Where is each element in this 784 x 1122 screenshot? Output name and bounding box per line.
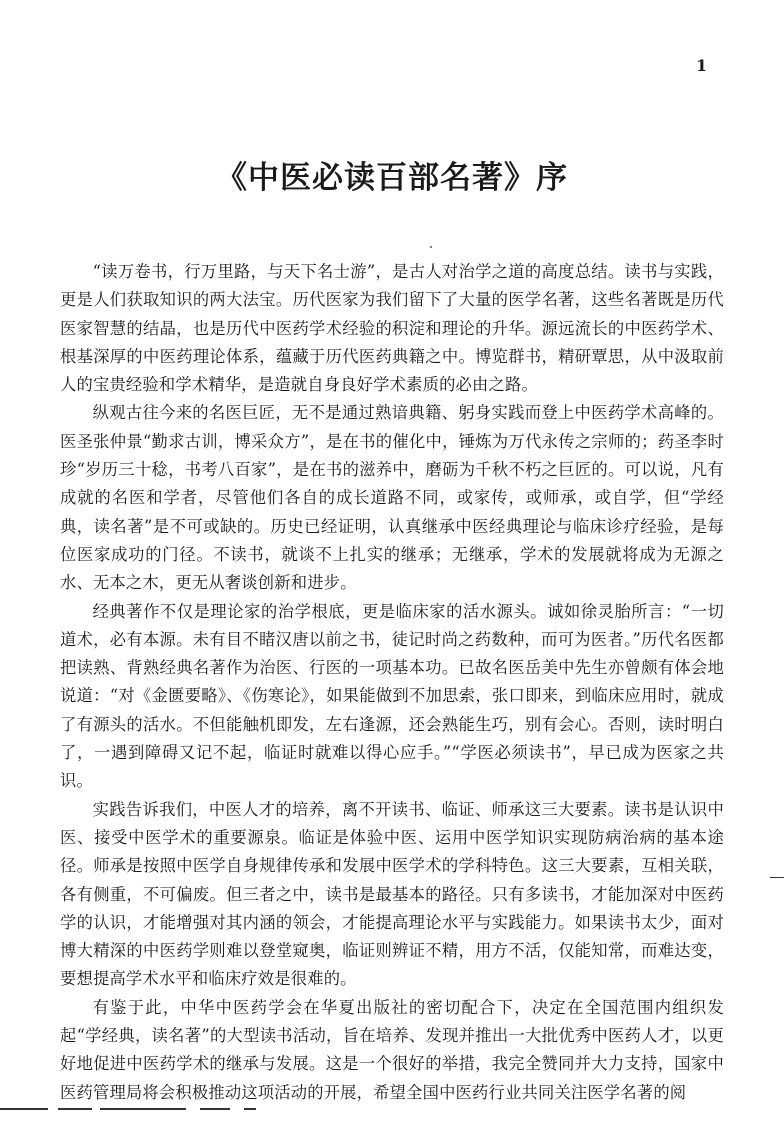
paragraph-4: 实践告诉我们，中医人才的培养，离不开读书、临证、师承这三大要素。读书是认识中医、接受中医学术的重要源泉。临证是体验中医、运用中医学知识实现防病治病的基本途径。师承是按照中医学自身规律传承和发展中医学术的学科特色。这三大要素，互相关联，各有侧重，不可偏废。但三者之中，读书是最基本的路径。只有多读书，才能加深对中医药学的认识，才能增强对其内涵的领会，才能提高理论水平与实践能力。如果读书太少，面对博大精深的中医药学则难以登堂窥奥，临证则辨证不精，用方不活，仅能知常，而难达变，要想提高学术水平和临床疗效是很难的。 (60, 799, 724, 989)
page-number: 1 (696, 56, 708, 75)
preface-body (60, 258, 724, 1107)
margin-mark (770, 877, 784, 878)
paragraph-2: 纵观古往今来的名医巨匠，无不是通过熟谙典籍、躬身实践而登上中医药学术高峰的。医圣张仲景“勤求古训，博采众方”，是在书的催化中，锤炼为万代永传之宗师的；药圣李时珍“岁历三十稔，书考八百家”，是在书的滋养中，磨砺为千秋不朽之巨匠的。可以说，凡有成就的名医和学者，尽管他们各自的成长道路不同，或家传，或师承，或自学，但“学经典，读名著”是不可或缺的。历史已经证明，认真继承中医经典理论与临床诊疗经验，是每位医家成功的门径。不读书，就谈不上扎实的继承；无继承，学术的发展就将成为无源之水、无本之木，更无从奢谈创新和进步。 (60, 403, 724, 593)
preface-title: 《中医必读百部名著》序 (216, 160, 568, 196)
paragraph-3: 经典著作不仅是理论家的治学根底，更是临床家的活水源头。诚如徐灵胎所言：“一切道术，必有本源。未有目不睹汉唐以前之书，徒记时尚之药数种，而可为医者。”历代名医都把读熟、背熟经典名著作为治医、行医的一项基本功。已故名医岳美中先生亦曾颇有体会地说道：“对《金匮要略》、《伤寒论》，如果能做到不加思索，张口即来，到临床应用时，就成了有源头的活水。不但能触机即发，左右逢源，还会熟能生巧，别有会心。否则，读时明白了，一遇到障碍又记不起，临证时就难以得心应手。”“学医必须读书”，早已成为医家之共识。 (60, 601, 724, 791)
footer-rule-2 (58, 1108, 92, 1110)
footer-rule-5 (244, 1108, 256, 1110)
footer-rule-4 (200, 1108, 230, 1110)
print-speck (430, 246, 432, 248)
footer-rule-3 (100, 1108, 186, 1110)
paragraph-1: “读万卷书，行万里路，与天下名士游”，是古人对治学之道的高度总结。读书与实践，更是人们获取知识的两大法宝。历代医家为我们留下了大量的医学名著，这些名著既是历代医家智慧的结晶，也是历代中医药学术经验的积淀和理论的升华。源远流长的中医药学术、根基深厚的中医药理论体系，蕴藏于历代医药典籍之中。博览群书，精研覃思，从中汲取前人的宝贵经验和学术精华，是造就自身良好学术素质的必由之路。 (60, 262, 724, 395)
paragraph-5: 有鉴于此，中华中医药学会在华夏出版社的密切配合下，决定在全国范围内组织发起“学经典，读名著”的大型读书活动，旨在培养、发现并推出一大批优秀中医药人才，以更好地促进中医药学术的继承与发展。这是一个很好的举措，我完全赞同并大力支持，国家中医药管理局将会积极推动这项活动的开展，希望全国中医药行业共同关注医学名著的阅 (60, 997, 724, 1102)
footer-rule-1 (0, 1108, 48, 1110)
